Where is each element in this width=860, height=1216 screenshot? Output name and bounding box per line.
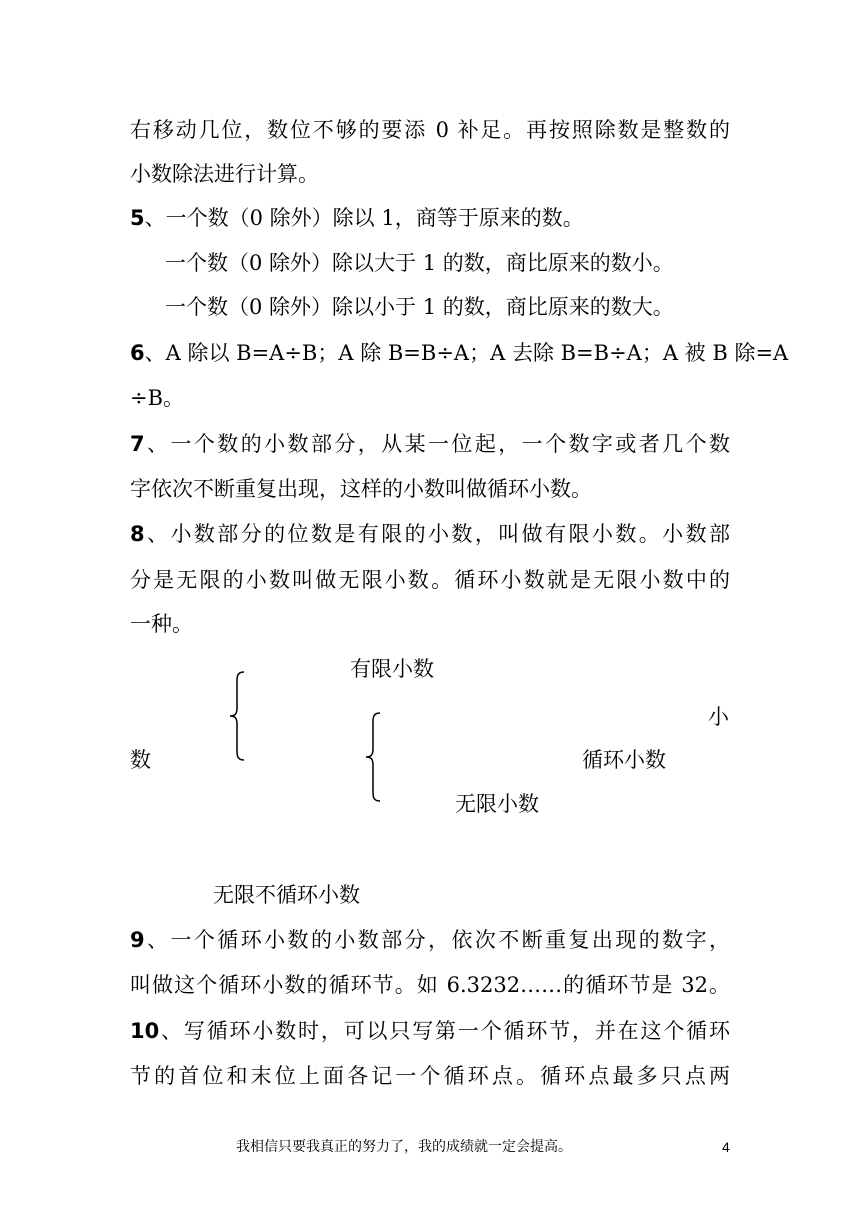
text-line: 右移动几位，数位不够的要添 0 补足。再按照除数是整数的 xyxy=(130,118,730,142)
brace-outer xyxy=(228,670,248,762)
item-text: 、一个循环小数的小数部分，依次不断重复出现的数字， xyxy=(144,928,730,952)
brace-inner xyxy=(364,711,384,803)
item-text: 、A 除以 B=A÷B；A 除 B=B÷A；A 去除 B=B÷A；A 被 B 除=A xyxy=(144,341,789,365)
item-6 xyxy=(130,339,789,367)
item-text: 、小数部分的位数是有限的小数，叫做有限小数。小数部 xyxy=(144,522,730,546)
text-line: 节的首位和末位上面各记一个循环点。循环点最多只点两 xyxy=(130,1064,730,1088)
label-xiao: 小 xyxy=(708,705,729,729)
item-text: 、一个数（0 除外）除以 1，商等于原来的数。 xyxy=(144,206,584,230)
text-line: ÷B。 xyxy=(130,386,185,410)
item-number: 9 xyxy=(130,928,145,952)
item-number: 8 xyxy=(130,522,145,546)
item-10 xyxy=(130,1017,730,1045)
item-text: 、写循环小数时，可以只写第一个循环节，并在这个循环 xyxy=(159,1019,730,1043)
item-7 xyxy=(130,430,730,458)
text-line: 叫做这个循环小数的循环节。如 6.3232……的循环节是 32。 xyxy=(130,973,730,997)
item-5 xyxy=(130,204,730,232)
item-number: 10 xyxy=(130,1019,160,1043)
item-number: 5 xyxy=(130,206,145,230)
text-line: 一个数（0 除外）除以小于 1 的数，商比原来的数大。 xyxy=(165,295,674,319)
text-line: 一种。 xyxy=(130,612,193,636)
label-recurring-decimal: 循环小数 xyxy=(582,748,666,772)
item-number: 7 xyxy=(130,432,145,456)
text-line: 一个数（0 除外）除以大于 1 的数，商比原来的数小。 xyxy=(165,251,674,275)
label-infinite-decimal: 无限小数 xyxy=(455,792,539,816)
label-finite-decimal: 有限小数 xyxy=(350,657,434,681)
label-non-recurring-decimal: 无限不循环小数 xyxy=(213,883,360,907)
item-9 xyxy=(130,926,730,954)
page-number: 4 xyxy=(722,1139,730,1155)
label-shu: 数 xyxy=(130,748,151,772)
item-text: 、一个数的小数部分，从某一位起，一个数字或者几个数 xyxy=(144,432,730,456)
text-line: 小数除法进行计算。 xyxy=(130,162,319,186)
item-8 xyxy=(130,520,730,548)
text-line: 字依次不断重复出现，这样的小数叫做循环小数。 xyxy=(130,477,592,501)
text-line: 分是无限的小数叫做无限小数。循环小数就是无限小数中的 xyxy=(130,568,730,592)
item-number: 6 xyxy=(130,341,145,365)
footer-motto: 我相信只要我真正的努力了，我的成绩就一定会提高。 xyxy=(236,1139,572,1155)
